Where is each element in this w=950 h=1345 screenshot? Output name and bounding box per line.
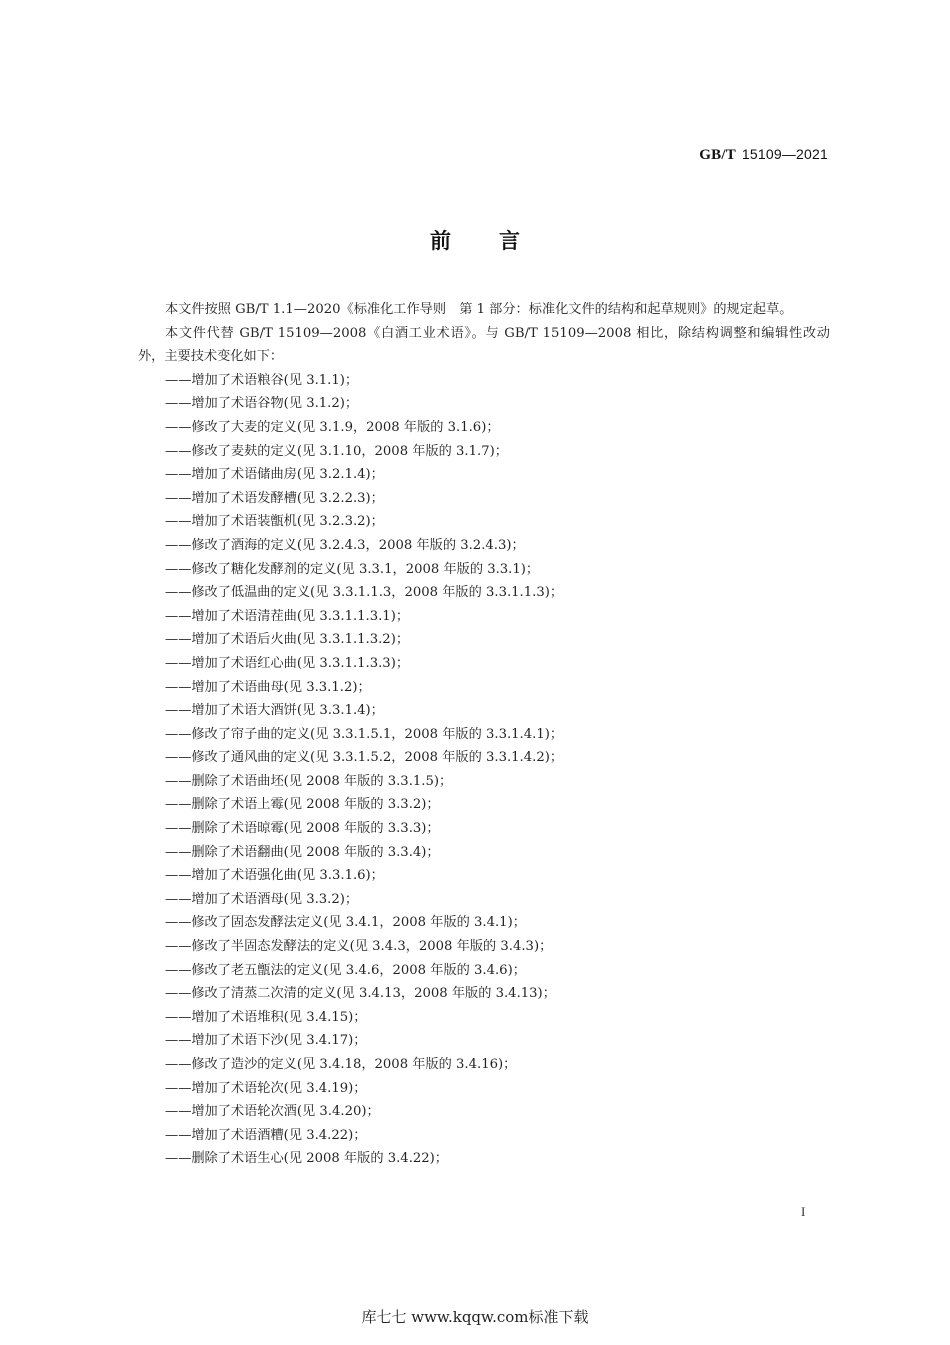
page-title: 前言 <box>430 229 568 253</box>
list-item: ——删除了术语曲坯(见 2008 年版的 3.3.1.5)； <box>165 773 453 789</box>
list-item: ——增加了术语下沙(见 3.4.17)； <box>165 1033 367 1049</box>
list-item: ——增加了术语强化曲(见 3.3.1.6)； <box>165 868 384 884</box>
paragraph-drafting-rules: 本文件按照 GB/T 1.1—2020《标准化工作导则 第 1 部分：标准化文件的结构和起草规则》的规定起草。 <box>165 302 793 317</box>
list-item: ——删除了术语上霉(见 2008 年版的 3.3.2)； <box>165 797 440 813</box>
standard-code-prefix: GB/T <box>699 147 736 163</box>
list-item: ——修改了酒海的定义(见 3.2.4.3，2008 年版的 3.2.4.3)； <box>165 537 525 553</box>
list-item: ——增加了术语曲母(见 3.3.1.2)； <box>165 679 371 695</box>
list-item: ——增加了术语轮次(见 3.4.19)； <box>165 1080 367 1096</box>
list-item: ——修改了低温曲的定义(见 3.3.1.1.3，2008 年版的 3.3.1.1.3)； <box>165 585 564 601</box>
foreword-body <box>138 298 830 1171</box>
list-item: ——修改了固态发酵法定义(见 3.4.1，2008 年版的 3.4.1)； <box>165 915 526 931</box>
list-item: ——增加了术语酒糟(见 3.4.22)； <box>165 1127 367 1143</box>
list-item: ——增加了术语后火曲(见 3.3.1.1.3.2)； <box>165 632 410 648</box>
list-item: ——修改了半固态发酵法的定义(见 3.4.3，2008 年版的 3.4.3)； <box>165 939 553 955</box>
list-item: ——修改了糖化发酵剂的定义(见 3.3.1，2008 年版的 3.3.1)； <box>165 561 540 577</box>
technical-changes-list <box>138 369 830 1171</box>
list-item: ——增加了术语清茬曲(见 3.3.1.1.3.1)； <box>165 608 410 624</box>
list-item: ——增加了术语堆积(见 3.4.15)； <box>165 1009 367 1025</box>
list-item: ——修改了帘子曲的定义(见 3.3.1.5.1，2008 年版的 3.3.1.4.1)； <box>165 726 564 742</box>
list-item: ——删除了术语翻曲(见 2008 年版的 3.3.4)； <box>165 844 440 860</box>
list-item: ——增加了术语装甑机(见 3.2.3.2)； <box>165 514 384 530</box>
list-item: ——修改了通风曲的定义(见 3.3.1.5.2，2008 年版的 3.3.1.4.2)； <box>165 750 564 766</box>
list-item: ——修改了大麦的定义(见 3.1.9，2008 年版的 3.1.6)； <box>165 419 500 435</box>
list-item: ——增加了术语轮次酒(见 3.4.20)； <box>165 1104 380 1120</box>
list-item: ——增加了术语酒母(见 3.3.2)； <box>165 891 359 907</box>
list-item: ——增加了术语储曲房(见 3.2.1.4)； <box>165 467 384 483</box>
list-item: ——修改了老五甑法的定义(见 3.4.6，2008 年版的 3.4.6)； <box>165 962 526 978</box>
list-item: ——修改了造沙的定义(见 3.4.18，2008 年版的 3.4.16)； <box>165 1057 517 1072</box>
list-item: ——增加了术语粮谷(见 3.1.1)； <box>165 372 359 388</box>
list-item: ——删除了术语晾霉(见 2008 年版的 3.3.3)； <box>165 821 440 837</box>
list-item: ——增加了术语大酒饼(见 3.3.1.4)； <box>165 703 384 719</box>
paragraph-replacement: 本文件代替 GB/T 15109—2008《白酒工业术语》。与 GB/T 15109—2008 相比，除结构调整和编辑性改动外，主要技术变化如下： <box>138 325 830 365</box>
list-item: ——增加了术语谷物(见 3.1.2)； <box>165 396 359 412</box>
standard-code-number: 15109—2021 <box>741 146 828 162</box>
footer-watermark: 库七七 www.kqqw.com标准下载 <box>361 1308 589 1326</box>
list-item: ——修改了清蒸二次清的定义(见 3.4.13，2008 年版的 3.4.13)； <box>165 986 556 1002</box>
list-item: ——删除了术语生心(见 2008 年版的 3.4.22)； <box>165 1151 448 1167</box>
list-item: ——增加了术语发酵槽(见 3.2.2.3)； <box>165 490 384 506</box>
list-item: ——增加了术语红心曲(见 3.3.1.1.3.3)； <box>165 655 410 671</box>
list-item: ——修改了麦麸的定义(见 3.1.10，2008 年版的 3.1.7)； <box>165 443 508 459</box>
standard-code <box>699 146 828 164</box>
page-number: I <box>801 1204 806 1219</box>
